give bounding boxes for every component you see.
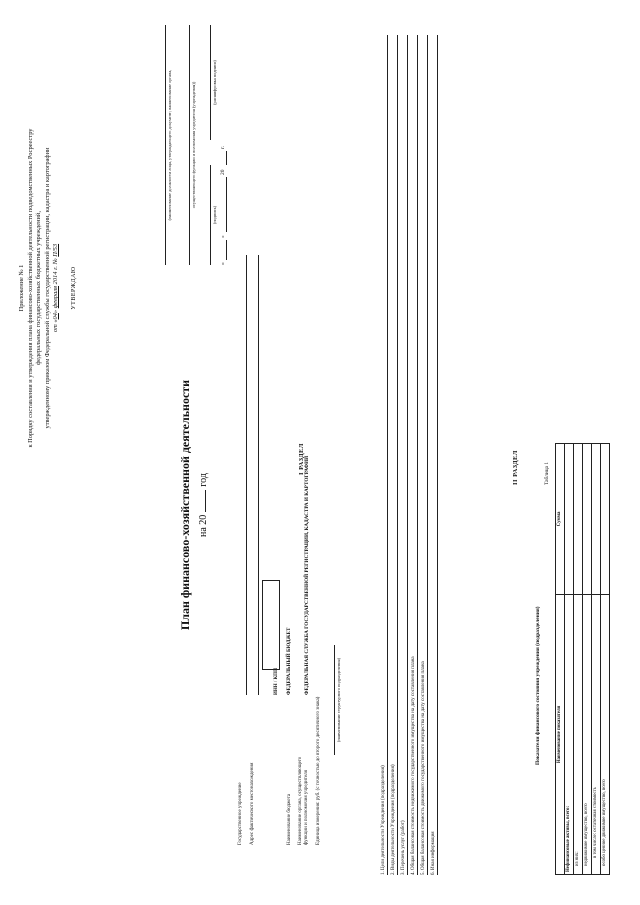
table-row xyxy=(574,444,583,875)
year-field xyxy=(205,490,206,512)
order-date-prefix: от « xyxy=(52,319,60,333)
table-row xyxy=(565,444,574,875)
inn-kpp-box xyxy=(262,580,280,670)
section1-heading: I РАЗДЕЛ xyxy=(298,443,305,475)
approval-header xyxy=(18,28,77,548)
institution-field xyxy=(246,255,247,695)
row-label: из них: xyxy=(574,594,583,874)
annex-line: Приложение № 1 xyxy=(18,264,25,312)
inn-label: ИНН / КПП xyxy=(274,668,279,695)
budget-label: Наименование бюджета xyxy=(287,793,292,845)
date-quote-open: « xyxy=(220,262,226,265)
decoding-field xyxy=(210,25,211,140)
table-title: Показатели финансового состояния учреждения (подразделения) xyxy=(535,606,541,765)
approve-label: УТВЕРЖДАЮ xyxy=(70,266,77,310)
function-caption: осуществляющего функции и полномочия учредителя (учреждения)) xyxy=(191,81,196,209)
function-field xyxy=(174,25,196,265)
table-label: Таблица 1 xyxy=(544,461,550,485)
order-date-line xyxy=(52,28,61,548)
row-value xyxy=(601,444,610,595)
year-prefix: на 20 xyxy=(198,514,209,537)
unit-label: Единица измерения: руб. (с точностью до второго десятичного знака) xyxy=(316,696,321,845)
decoding-caption: (расшифровка подписи) xyxy=(212,60,217,105)
column-header: Сумма xyxy=(556,444,565,595)
row-label: Нефинансовые активы, всего: xyxy=(565,594,574,874)
plan-year-line xyxy=(198,295,209,715)
date-quote-close: » xyxy=(220,235,226,238)
signature-field xyxy=(210,165,211,265)
row-value xyxy=(592,444,601,595)
order-day: 04 xyxy=(52,313,60,320)
authority-label-1: Наименование органа, осуществляющего xyxy=(298,756,303,845)
order-year: 2014 г. xyxy=(52,265,60,285)
date-year-prefix: 20 xyxy=(220,169,226,175)
structural-field xyxy=(334,645,335,755)
table-row xyxy=(601,444,610,875)
order-no-prefix: № xyxy=(52,258,60,265)
structural-caption: (наименование структурного подразделения) xyxy=(336,657,341,743)
date-day-field xyxy=(226,240,227,260)
year-suffix: год xyxy=(198,473,209,487)
authority-value: ФЕДЕРАЛЬНАЯ СЛУЖБА ГОСУДАРСТВЕННОЙ РЕГИСТРАЦИИ, КАДАСТРА И КАРТОГРАФИИ xyxy=(304,455,310,695)
order-no: П/53 xyxy=(52,243,60,257)
annex-line: к Порядку составления и утверждения плана финансово-хозяйственной деятельности подведомственных Росреестру xyxy=(26,128,34,448)
list-item: 6. Иная информация xyxy=(428,35,438,875)
list-item: 5. Общая балансовая стоимость движимого государственного имущества на дату составления плана xyxy=(418,35,428,875)
table-row xyxy=(592,444,601,875)
position-caption: (наименование должности лица, утверждающего документ; наименование органа, xyxy=(167,69,172,221)
annex-line: утвержденному приказом Федеральной службы государственной регистрации, кадастра и картографии xyxy=(43,147,51,429)
address-label: Адрес фактического местонахождения xyxy=(250,762,255,845)
column-header: Наименование показателя xyxy=(556,594,565,874)
address-field xyxy=(258,255,259,695)
list-item: 4. Общая балансовая стоимость недвижимого государственного имущества на дату составления плана xyxy=(408,35,418,875)
row-label: в том числе: остаточная стоимость xyxy=(592,594,601,874)
row-value xyxy=(574,444,583,595)
order-date-mid: » xyxy=(52,309,60,314)
institution-label: Государственное учреждение xyxy=(238,782,243,845)
approval-date-row xyxy=(220,25,232,265)
page-title: План финансово-хозяйственной деятельности xyxy=(178,379,192,631)
row-label: недвижимое имущество, всего xyxy=(583,594,592,874)
date-year-field xyxy=(226,151,227,165)
position-field xyxy=(150,25,172,265)
table-row xyxy=(583,444,592,875)
order-month: февраля xyxy=(52,285,60,309)
signature-row xyxy=(198,25,220,265)
row-label: особо ценное движимое имущество, всего xyxy=(601,594,610,874)
row-value xyxy=(583,444,592,595)
table-header-row xyxy=(556,444,565,875)
authority-label-2: функции и полномочия учредителя xyxy=(304,770,309,845)
signature-block xyxy=(150,25,232,265)
date-year-suffix: г. xyxy=(220,146,226,149)
list-item: 1. Цели деятельности Учреждения (подразделения) xyxy=(378,35,388,875)
date-month-field xyxy=(226,177,227,232)
annex-line: федеральных государственных бюджетных учреждений, xyxy=(35,211,43,365)
list-item: 3. Перечень услуг (работ) xyxy=(398,35,408,875)
list-item: 2. Виды деятельности Учреждения (подразделения) xyxy=(388,35,398,875)
signature-caption: (подпись) xyxy=(212,205,217,225)
section2-heading: II РАЗДЕЛ xyxy=(512,450,519,485)
financial-table xyxy=(555,443,610,875)
row-value xyxy=(565,444,574,595)
budget-value: ФЕДЕРАЛЬНЫЙ БЮДЖЕТ xyxy=(286,627,292,695)
